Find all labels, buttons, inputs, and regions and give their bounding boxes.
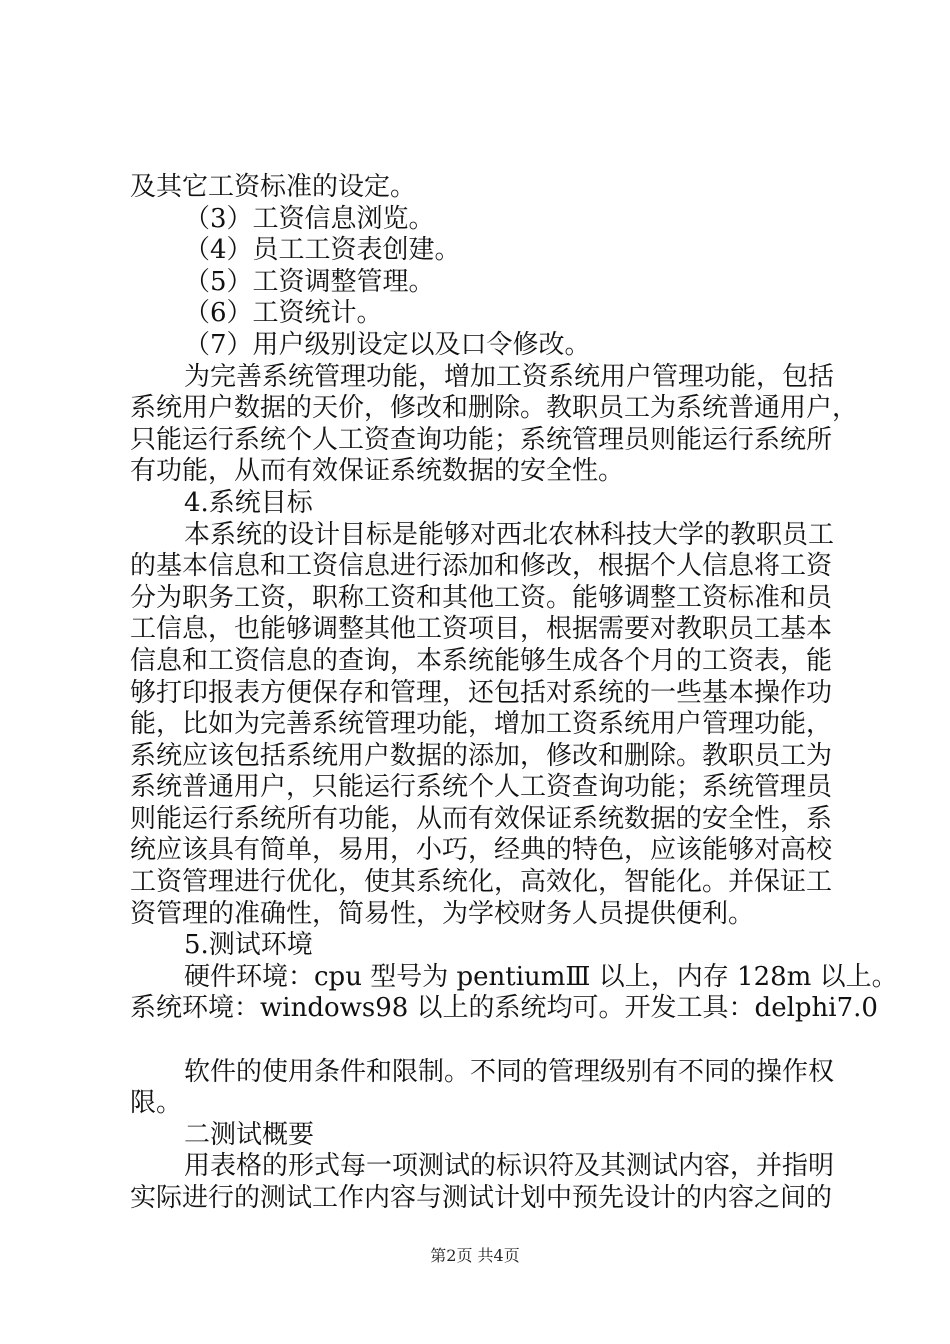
text-line: 系统环境：windows98 以上的系统均可。开发工具：delphi7.0: [130, 993, 878, 1024]
text-line: 实际进行的测试工作内容与测试计划中预先设计的内容之间的: [130, 1183, 833, 1213]
text-line: 本系统的设计目标是能够对西北农林科技大学的教职员工: [184, 519, 835, 550]
page-footer: 第2页 共4页: [430, 1246, 520, 1265]
text-line: 二测试概要: [184, 1119, 315, 1150]
text-line: （3）工资信息浏览。: [184, 203, 435, 234]
text-line: 够打印报表方便保存和管理，还包括对系统的一些基本操作功: [130, 677, 833, 708]
text-line: 5.测试环境: [184, 930, 313, 961]
body-text: [130, 172, 898, 1215]
text-line: 工资管理进行优化，使其系统化，高效化，智能化。并保证工: [130, 867, 833, 898]
text-line: 有功能，从而有效保证系统数据的安全性。: [130, 456, 625, 487]
text-line: 统应该具有简单，易用，小巧，经典的特色，应该能够对高校: [130, 835, 833, 866]
text-line: 的基本信息和工资信息进行添加和修改，根据个人信息将工资: [130, 551, 833, 582]
text-line: 硬件环境：cpu 型号为 pentiumⅢ 以上，内存 128m 以上。: [184, 961, 898, 992]
text-line: 分为职务工资，职称工资和其他工资。能够调整工资标准和员: [130, 582, 833, 613]
text-line: 及其它工资标准的设定。: [130, 172, 417, 202]
text-line: （6）工资统计。: [184, 298, 383, 329]
text-line: 只能运行系统个人工资查询功能；系统管理员则能运行系统所: [130, 424, 833, 455]
text-line: 能，比如为完善系统管理功能，增加工资系统用户管理功能，: [130, 709, 833, 740]
blank-line: [130, 1025, 830, 1057]
text-line: 工信息，也能够调整其他工资项目，根据需要对教职员工基本: [130, 614, 833, 645]
text-line: 资管理的准确性，简易性，为学校财务人员提供便利。: [130, 898, 755, 929]
text-line: 则能运行系统所有功能，从而有效保证系统数据的安全性，系: [130, 803, 833, 834]
text-line: 4.系统目标: [184, 487, 313, 518]
text-line: （7）用户级别设定以及口令修改。: [184, 329, 591, 360]
text-line: 限。: [130, 1088, 183, 1119]
text-line: 为完善系统管理功能，增加工资系统用户管理功能，包括: [184, 361, 835, 392]
text-line: 系统用户数据的天价，修改和删除。教职员工为系统普通用户，: [130, 393, 859, 424]
text-line: 系统应该包括系统用户数据的添加，修改和删除。教职员工为: [130, 740, 833, 771]
text-line: （5）工资调整管理。: [184, 266, 435, 297]
text-line: 系统普通用户，只能运行系统个人工资查询功能；系统管理员: [130, 772, 833, 803]
text-line: 信息和工资信息的查询，本系统能够生成各个月的工资表，能: [130, 645, 833, 676]
text-line: 软件的使用条件和限制。不同的管理级别有不同的操作权: [184, 1056, 835, 1087]
text-line: 用表格的形式每一项测试的标识符及其测试内容，并指明: [184, 1151, 835, 1182]
text-line: （4）员工工资表创建。: [184, 235, 461, 266]
